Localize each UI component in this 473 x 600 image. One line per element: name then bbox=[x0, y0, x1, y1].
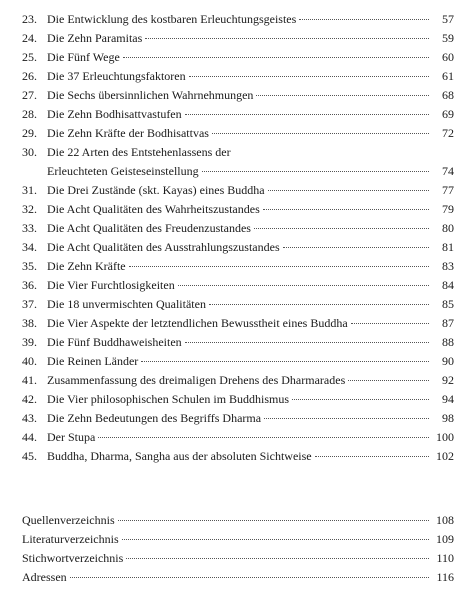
dot-leader bbox=[122, 539, 429, 540]
page-number: 94 bbox=[442, 392, 454, 406]
toc-entry[interactable] bbox=[22, 48, 454, 67]
chapter-number: 35. bbox=[22, 259, 37, 273]
dot-leader bbox=[178, 285, 429, 286]
chapter-title: Der Stupa bbox=[47, 430, 96, 444]
dot-leader bbox=[189, 76, 429, 77]
page-number: 88 bbox=[442, 335, 454, 349]
dot-leader bbox=[129, 266, 429, 267]
dot-leader bbox=[141, 361, 429, 362]
appendix-entry[interactable] bbox=[22, 549, 454, 568]
toc-entry[interactable] bbox=[22, 143, 454, 181]
chapter-number: 37. bbox=[22, 297, 37, 311]
page-number: 116 bbox=[436, 570, 454, 584]
chapter-title: Buddha, Dharma, Sangha aus der absoluten Sichtweise bbox=[47, 449, 312, 463]
chapter-title: Die Acht Qualitäten des Ausstrahlungszustandes bbox=[47, 240, 280, 254]
chapter-title: Die Fünf Buddhaweisheiten bbox=[47, 335, 182, 349]
chapter-number: 43. bbox=[22, 411, 37, 425]
appendix-title: Literaturverzeichnis bbox=[22, 532, 119, 546]
dot-leader bbox=[98, 437, 429, 438]
chapter-title: Die Zehn Kräfte der Bodhisattvas bbox=[47, 126, 209, 140]
dot-leader bbox=[268, 190, 429, 191]
chapter-number: 31. bbox=[22, 183, 37, 197]
page-number: 84 bbox=[442, 278, 454, 292]
chapter-number: 42. bbox=[22, 392, 37, 406]
page-number: 80 bbox=[442, 221, 454, 235]
dot-leader bbox=[212, 133, 429, 134]
dot-leader bbox=[299, 19, 429, 20]
dot-leader bbox=[70, 577, 429, 578]
chapter-title: Die Acht Qualitäten des Wahrheitszustandes bbox=[47, 202, 260, 216]
toc-entry[interactable] bbox=[22, 10, 454, 29]
dot-leader bbox=[209, 304, 429, 305]
appendix-title: Stichwortverzeichnis bbox=[22, 551, 124, 565]
toc-entry[interactable] bbox=[22, 257, 454, 276]
dot-leader bbox=[254, 228, 429, 229]
dot-leader bbox=[145, 38, 429, 39]
chapter-title: Die Vier Furchtlosigkeiten bbox=[47, 278, 175, 292]
chapter-number: 33. bbox=[22, 221, 37, 235]
page-number: 83 bbox=[442, 259, 454, 273]
toc-entry[interactable] bbox=[22, 428, 454, 447]
chapter-title: Die Reinen Länder bbox=[47, 354, 139, 368]
toc-entry[interactable] bbox=[22, 276, 454, 295]
page-number: 100 bbox=[436, 430, 454, 444]
page-number: 110 bbox=[436, 551, 454, 565]
chapter-title: Die Vier Aspekte der letztendlichen Bewusstheit eines Buddha bbox=[47, 316, 348, 330]
toc-entry[interactable] bbox=[22, 86, 454, 105]
page-number: 81 bbox=[442, 240, 454, 254]
page-number: 98 bbox=[442, 411, 454, 425]
chapter-title: Die 18 unvermischten Qualitäten bbox=[47, 297, 206, 311]
dot-leader bbox=[126, 558, 429, 559]
dot-leader bbox=[315, 456, 429, 457]
toc-entry[interactable] bbox=[22, 314, 454, 333]
page-number: 72 bbox=[442, 126, 454, 140]
chapter-number: 45. bbox=[22, 449, 37, 463]
page-number: 79 bbox=[442, 202, 454, 216]
appendix-list bbox=[22, 511, 454, 587]
appendix-entry[interactable] bbox=[22, 568, 454, 587]
page-number: 61 bbox=[442, 69, 454, 83]
chapter-title: Die 22 Arten des Entstehenlassens der bbox=[47, 145, 231, 159]
page-number: 109 bbox=[436, 532, 454, 546]
chapter-number: 34. bbox=[22, 240, 37, 254]
toc-entry[interactable] bbox=[22, 67, 454, 86]
chapter-title: Die Zehn Kräfte bbox=[47, 259, 126, 273]
chapter-title-continued: Erleuchteten Geisteseinstellung bbox=[47, 164, 199, 178]
page-number: 90 bbox=[442, 354, 454, 368]
chapter-title: Die Vier philosophischen Schulen im Buddhismus bbox=[47, 392, 290, 406]
dot-leader bbox=[118, 520, 429, 521]
toc-entry[interactable] bbox=[22, 105, 454, 124]
page-number: 57 bbox=[442, 12, 454, 26]
chapter-title: Die Sechs übersinnlichen Wahrnehmungen bbox=[47, 88, 254, 102]
chapter-number: 40. bbox=[22, 354, 37, 368]
dot-leader bbox=[264, 418, 429, 419]
page-number: 92 bbox=[442, 373, 454, 387]
toc-entry[interactable] bbox=[22, 219, 454, 238]
page-number: 87 bbox=[442, 316, 454, 330]
dot-leader bbox=[185, 342, 429, 343]
chapter-title: Die 37 Erleuchtungsfaktoren bbox=[47, 69, 186, 83]
chapter-number: 24. bbox=[22, 31, 37, 45]
toc-entry[interactable] bbox=[22, 295, 454, 314]
dot-leader bbox=[202, 171, 429, 172]
page-number: 74 bbox=[442, 164, 454, 178]
toc-entry[interactable] bbox=[22, 238, 454, 257]
page-number: 77 bbox=[442, 183, 454, 197]
chapter-title: Die Zehn Bodhisattvastufen bbox=[47, 107, 182, 121]
chapter-number: 38. bbox=[22, 316, 37, 330]
chapter-number: 28. bbox=[22, 107, 37, 121]
appendix-title: Adressen bbox=[22, 570, 67, 584]
dot-leader bbox=[292, 399, 429, 400]
appendix-title: Quellenverzeichnis bbox=[22, 513, 115, 527]
chapter-title: Die Zehn Bedeutungen des Begriffs Dharma bbox=[47, 411, 262, 425]
dot-leader bbox=[263, 209, 429, 210]
toc-entry[interactable] bbox=[22, 409, 454, 428]
toc-entry[interactable] bbox=[22, 447, 454, 466]
chapter-number: 29. bbox=[22, 126, 37, 140]
page-number: 60 bbox=[442, 50, 454, 64]
chapter-number: 25. bbox=[22, 50, 37, 64]
dot-leader bbox=[123, 57, 429, 58]
chapter-number: 36. bbox=[22, 278, 37, 292]
chapter-number: 41. bbox=[22, 373, 37, 387]
chapter-number: 26. bbox=[22, 69, 37, 83]
chapter-title: Die Fünf Wege bbox=[47, 50, 120, 64]
toc-entry[interactable] bbox=[22, 333, 454, 352]
chapter-title: Die Entwicklung des kostbaren Erleuchtungsgeistes bbox=[47, 12, 297, 26]
appendix-entry[interactable] bbox=[22, 511, 454, 530]
dot-leader bbox=[256, 95, 429, 96]
dot-leader bbox=[283, 247, 429, 248]
chapter-title: Die Zehn Paramitas bbox=[47, 31, 143, 45]
chapter-number: 32. bbox=[22, 202, 37, 216]
toc-entry[interactable] bbox=[22, 390, 454, 409]
chapter-number: 27. bbox=[22, 88, 37, 102]
table-of-contents bbox=[22, 10, 454, 466]
chapter-title: Die Acht Qualitäten des Freudenzustandes bbox=[47, 221, 251, 235]
page-number: 85 bbox=[442, 297, 454, 311]
dot-leader bbox=[185, 114, 429, 115]
toc-entry[interactable] bbox=[22, 124, 454, 143]
toc-entry[interactable] bbox=[22, 181, 454, 200]
dot-leader bbox=[348, 380, 429, 381]
toc-entry[interactable] bbox=[22, 352, 454, 371]
page-number: 69 bbox=[442, 107, 454, 121]
chapter-title: Die Drei Zustände (skt. Kayas) eines Buddha bbox=[47, 183, 265, 197]
toc-entry[interactable] bbox=[22, 371, 454, 390]
chapter-title: Zusammenfassung des dreimaligen Drehens des Dharmarades bbox=[47, 373, 346, 387]
chapter-number: 44. bbox=[22, 430, 37, 444]
chapter-number: 39. bbox=[22, 335, 37, 349]
toc-entry[interactable] bbox=[22, 200, 454, 219]
chapter-number: 30. bbox=[22, 145, 37, 159]
page-number: 102 bbox=[436, 449, 454, 463]
page-number: 108 bbox=[436, 513, 454, 527]
appendix-entry[interactable] bbox=[22, 530, 454, 549]
chapter-number: 23. bbox=[22, 12, 37, 26]
page-number: 68 bbox=[442, 88, 454, 102]
dot-leader bbox=[351, 323, 429, 324]
toc-entry[interactable] bbox=[22, 29, 454, 48]
page-number: 59 bbox=[442, 31, 454, 45]
